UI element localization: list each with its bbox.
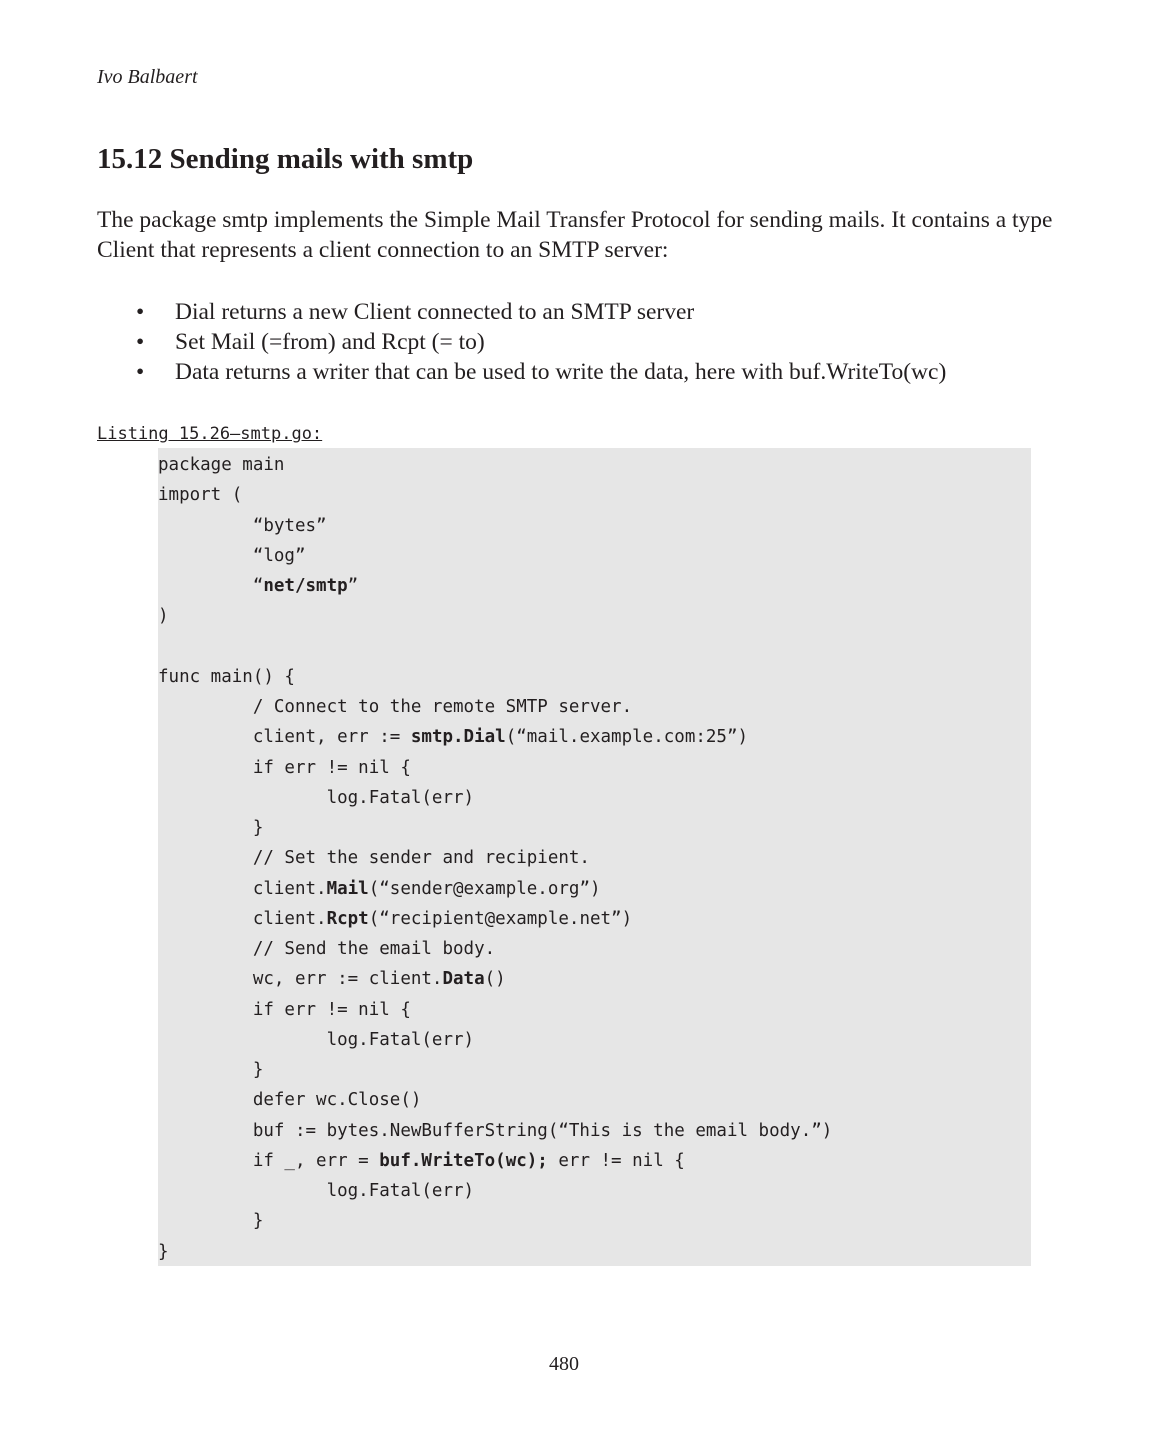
code-token: // Send the email body.: [158, 939, 496, 959]
code-line: [158, 1085, 832, 1115]
code-token: }: [158, 1241, 169, 1262]
code-token: “: [158, 576, 264, 596]
code-token: (“sender@example.org”): [368, 878, 601, 899]
code-line: [158, 904, 832, 934]
page-number: 480: [549, 1353, 579, 1375]
code-token: client.: [158, 878, 327, 899]
code-token: if err != nil {: [158, 999, 411, 1020]
code-token: log.Fatal(err): [158, 787, 475, 808]
code-token: err != nil {: [547, 1150, 685, 1171]
code-token-bold: net/smtp: [263, 576, 348, 596]
code-token: }: [158, 818, 264, 838]
code-token: }: [158, 1060, 264, 1080]
code-block: [158, 450, 832, 1267]
code-token: log.Fatal(err): [158, 1181, 475, 1201]
code-line: [158, 632, 832, 662]
code-token: “bytes”: [158, 515, 327, 536]
code-line: [158, 480, 832, 510]
code-line: [158, 1055, 832, 1085]
code-token: }: [158, 1211, 264, 1232]
code-line: [158, 783, 832, 813]
code-line: [158, 450, 832, 480]
code-token-bold: Rcpt: [326, 908, 369, 929]
code-token: client.: [158, 908, 327, 929]
code-token: log.Fatal(err): [158, 1029, 475, 1050]
code-token: // Set the sender and recipient.: [158, 848, 590, 869]
code-token: (“mail.example.com:25”): [505, 727, 749, 748]
code-token: wc, err := client.: [158, 969, 443, 990]
code-line: [158, 995, 832, 1025]
code-token: ”: [347, 576, 359, 596]
code-token-bold: Data: [442, 969, 485, 990]
listing-caption: Listing 15.26—smtp.go:: [97, 424, 323, 444]
code-token: if err != nil {: [158, 757, 411, 778]
code-line: [158, 541, 832, 571]
code-token: defer wc.Close(): [158, 1090, 422, 1111]
code-line: [158, 601, 832, 631]
code-line: [158, 1237, 832, 1267]
code-line: [158, 722, 832, 752]
code-token: import (: [158, 485, 243, 506]
bullet-item: [97, 297, 946, 327]
bullet-icon: •: [136, 329, 145, 355]
bullet-text: Dial returns a new Client connected to an SMTP server: [175, 299, 695, 325]
intro-paragraph: The package smtp implements the Simple Mail Transfer Protocol for sending mails. It contains a type Client that represents a client connection to an SMTP server:: [97, 207, 1053, 263]
code-line: [158, 1025, 832, 1055]
code-token: package main: [158, 455, 285, 475]
code-line: [158, 874, 832, 904]
code-token-bold: smtp.Dial: [410, 727, 506, 748]
code-line: [158, 511, 832, 541]
code-line: [158, 753, 832, 783]
code-token: if _, err =: [158, 1150, 380, 1171]
code-token: func main() {: [158, 666, 295, 687]
code-line: [158, 1146, 832, 1176]
feature-bullet-list: [97, 297, 946, 387]
code-line: [158, 692, 832, 722]
code-line: [158, 964, 832, 994]
code-token-bold: Mail: [326, 878, 369, 899]
bullet-icon: •: [136, 359, 145, 385]
section-heading: 15.12 Sending mails with smtp: [97, 143, 474, 175]
code-line: [158, 1116, 832, 1146]
code-line: [158, 571, 832, 601]
code-line: [158, 662, 832, 692]
code-token: ): [158, 606, 169, 627]
code-token: client, err :=: [158, 727, 411, 748]
code-token: / Connect to the remote SMTP server.: [158, 697, 633, 717]
bullet-item: [97, 327, 946, 357]
code-token: “log”: [158, 545, 306, 566]
bullet-item: [97, 357, 946, 387]
code-line: [158, 843, 832, 873]
code-token: (“recipient@example.net”): [368, 908, 633, 929]
code-line: [158, 1206, 832, 1236]
code-token: buf := bytes.NewBufferString(“This is the email body.”): [158, 1120, 833, 1141]
code-token: (): [484, 969, 506, 990]
bullet-text: Set Mail (=from) and Rcpt (= to): [175, 329, 485, 355]
code-line: [158, 934, 832, 964]
bullet-icon: •: [136, 299, 145, 325]
bullet-text: Data returns a writer that can be used to write the data, here with buf.WriteTo(wc): [175, 359, 947, 385]
code-line: [158, 813, 832, 843]
running-header-author: Ivo Balbaert: [97, 66, 198, 88]
code-line: [158, 1176, 832, 1206]
code-token-bold: buf.WriteTo(wc);: [379, 1150, 548, 1171]
